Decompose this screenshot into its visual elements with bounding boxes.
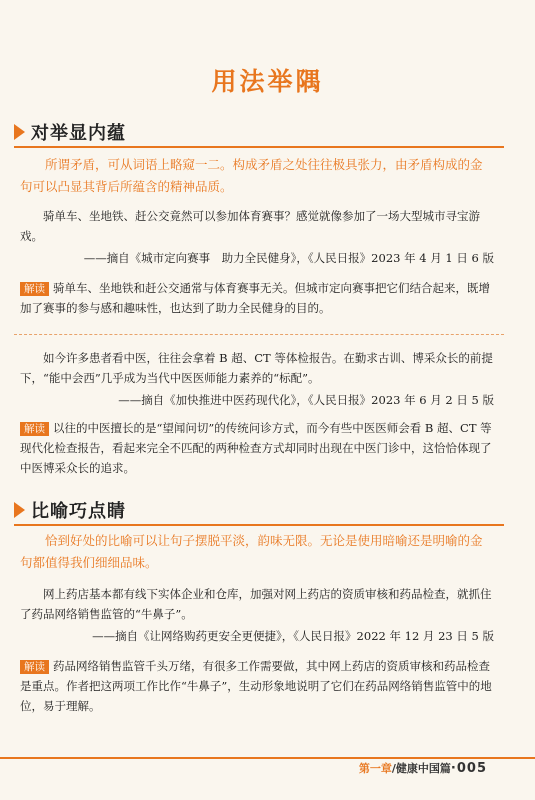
footer-part: 健康中国篇 [395,762,451,775]
section-heading-2 [14,498,126,522]
analysis-badge: 解读 [20,660,49,674]
section-intro: 所谓矛盾，可从词语上略窥一二。构成矛盾之处往往极具张力，由矛盾构成的金句可以凸显其背后所蕴含的精神品质。 [20,157,483,194]
footer-bar [0,757,535,759]
triangle-bullet-icon [14,124,25,140]
section-underline [14,146,504,148]
example-quote: 如今许多患者看中医，往往会拿着 B 超、CT 等体检报告。在勤求古训、博采众长的前提下，“能中会西”几乎成为当代中医医师能力素养的“标配”。 [20,351,493,385]
example-source: ——摘自《加快推进中医药现代化》，《人民日报》2023 年 6 月 2 日 5 版 [118,393,494,407]
section-heading-text: 对举显内蕴 [31,123,126,144]
analysis-text: 骑单车、坐地铁和赶公交通常与体育赛事无关。但城市定向赛事把它们结合起来，既增加了赛事的参与感和趣味性，也达到了助力全民健身的目的。 [20,281,490,315]
dashed-divider [14,334,504,335]
section-intro: 恰到好处的比喻可以让句子摆脱平淡，韵味无限。无论是使用暗喻还是明喻的金句都值得我们细细品味。 [20,533,483,570]
analysis-badge: 解读 [20,282,49,296]
example-analysis [20,418,494,478]
section-heading-text: 比喻巧点睛 [31,501,126,522]
page-number: ·005 [450,761,487,776]
example-quote: 网上药店基本都有线下实体企业和仓库，加强对网上药店的资质审核和药品检查，就抓住了药品网络销售监管的“牛鼻子”。 [20,587,492,621]
footer-chapter: 第一章 [358,762,392,775]
footer-separator: / [391,762,396,775]
example-quote: 骑单车、坐地铁、赶公交竟然可以参加体育赛事？感觉就像参加了一场大型城市寻宝游戏。 [20,209,480,243]
section-underline [14,524,504,526]
example-analysis [20,656,494,716]
triangle-bullet-icon [14,502,25,518]
example-analysis [20,278,494,318]
analysis-text: 药品网络销售监管千头万绪，有很多工作需要做，其中网上药店的资质审核和药品检查是重点。作者把这两项工作比作“牛鼻子”，生动形象地说明了它们在药品网络销售监管中的地位，易于理解。 [20,659,492,713]
page-title: 用法举隅 [211,67,324,96]
example-source: ——摘自《城市定向赛事 助力全民健身》，《人民日报》2023 年 4 月 1 日 6 版 [83,251,494,265]
page-footer [359,760,487,776]
section-heading-1 [14,120,126,144]
analysis-badge: 解读 [20,422,49,436]
example-source: ——摘自《让网络购药更安全更便捷》，《人民日报》2022 年 12 月 23 日 5 版 [92,629,494,643]
analysis-text: 以往的中医擅长的是“望闻问切”的传统问诊方式，而今有些中医医师会看 B 超、CT 等现代化检查报告，看起来完全不匹配的两种检查方式却同时出现在中医门诊中，这恰恰体现了中医博采众长的追求。 [20,421,492,475]
